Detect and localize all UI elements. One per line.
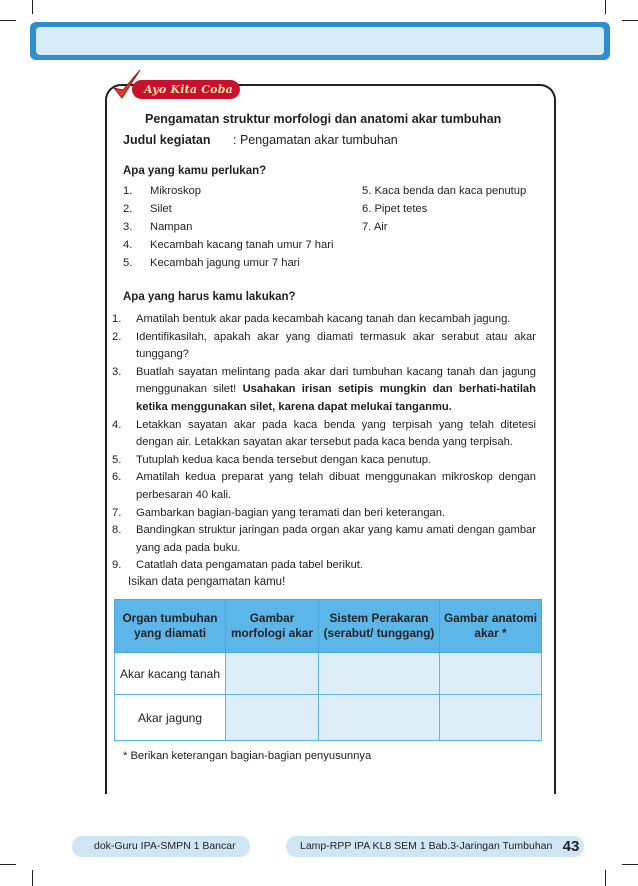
list-item [112, 505, 536, 523]
steps-heading: Apa yang harus kamu lakukan? [123, 291, 296, 303]
table-row [115, 695, 542, 741]
list-item [112, 522, 536, 557]
needs-number: 3. [123, 221, 133, 233]
step-text: Amatilah bentuk akar pada kecambah kacang tanah dan kecambah jagung. [136, 313, 511, 325]
list-item [112, 452, 536, 470]
needs-item: Kecambah jagung umur 7 hari [150, 257, 300, 269]
table-header-row [115, 600, 542, 653]
needs-number: 4. [123, 239, 133, 251]
needs-number: 1. [123, 185, 133, 197]
column-header: Organ tumbuhan yang diamati [115, 600, 226, 653]
footer-right: Lamp-RPP IPA KL8 SEM 1 Bab.3-Jaringan Tumbuhan [286, 836, 584, 857]
list-item [112, 417, 536, 452]
check-icon [112, 68, 142, 102]
activity-title: Pengamatan struktur morfologi dan anatomi akar tumbuhan [145, 112, 502, 126]
list-item [112, 311, 536, 329]
step-text: Buatlah sayatan melintang pada akar dari tumbuhan kacang tanah dan jagung menggunakan silet! [136, 365, 536, 396]
needs-item: 6. Pipet tetes [362, 203, 428, 215]
table-cell[interactable] [319, 695, 440, 741]
step-number: 7. [112, 506, 122, 519]
step-warning: Usahakan irisan setipis mungkin dan berhati-hatilah ketika menggunakan silet, karena dapat melukai tanganmu. [136, 383, 536, 413]
step-number: 9. [112, 559, 122, 572]
crop-mark [0, 864, 16, 865]
step-number: 5. [112, 453, 122, 466]
step-text: Amatilah kedua preparat yang telah dibuat menggunakan mikroskop dengan perbesaran 40 kali. [136, 471, 536, 501]
steps-list [112, 311, 536, 575]
needs-item: 5. Kaca benda dan kaca penutup [362, 185, 527, 197]
step-text: Bandingkan struktur jaringan pada organ akar yang kamu amati dengan gambar yang ada pada buku. [136, 524, 536, 554]
needs-number: 5. [123, 257, 133, 269]
header-banner [30, 22, 610, 60]
judul-value: : Pengamatan akar tumbuhan [233, 133, 398, 147]
observation-table [114, 599, 542, 741]
needs-item: Nampan [150, 221, 193, 233]
crop-mark [32, 0, 33, 14]
footnote: * Berikan keterangan bagian-bagian penyusunnya [123, 750, 372, 762]
table-cell[interactable] [319, 653, 440, 695]
list-item [112, 469, 536, 504]
crop-mark [622, 864, 638, 865]
step-number: 4. [112, 418, 122, 431]
header-banner-inner [36, 27, 604, 55]
table-cell[interactable] [440, 695, 542, 741]
step-text: Gambarkan bagian-bagian yang teramati dan beri keterangan. [136, 506, 446, 519]
list-item [112, 557, 536, 575]
step-number: 6. [112, 471, 122, 484]
step-text: Letakkan sayatan akar pada kaca benda yang terpisah yang telah ditetesi dengan air. Letakkan sayatan akar tersebut pada kaca benda yang terpisah. [136, 418, 536, 449]
needs-item: Kecambah kacang tanah umur 7 hari [150, 239, 334, 251]
footer-left: dok-Guru IPA-SMPN 1 Bancar [72, 836, 250, 857]
activity-badge: Ayo Kita Coba [132, 80, 240, 99]
table-cell[interactable] [226, 695, 319, 741]
list-item [112, 329, 536, 364]
column-header: Sistem Perakaran (serabut/ tunggang) [319, 600, 440, 653]
step-number: 2. [112, 330, 122, 343]
table-cell[interactable] [440, 653, 542, 695]
crop-mark [32, 870, 33, 886]
crop-mark [622, 20, 638, 21]
crop-mark [0, 20, 16, 21]
list-item [112, 364, 536, 417]
page-number: 43 [562, 838, 580, 855]
table-caption: Isikan data pengamatan kamu! [128, 576, 286, 588]
judul-label: Judul kegiatan [123, 133, 211, 147]
needs-heading: Apa yang kamu perlukan? [123, 165, 267, 177]
needs-item: Silet [150, 203, 172, 215]
table-cell[interactable] [226, 653, 319, 695]
table-row [115, 653, 542, 695]
step-text: Tutuplah kedua kaca benda tersebut dengan kaca penutup. [136, 453, 432, 466]
row-label: Akar kacang tanah [115, 653, 226, 695]
crop-mark [605, 0, 606, 14]
column-header: Gambar anatomi akar * [440, 600, 542, 653]
step-number: 1. [112, 313, 122, 325]
step-number: 3. [112, 365, 122, 378]
step-number: 8. [112, 524, 122, 537]
column-header: Gambar morfologi akar [226, 600, 319, 653]
step-text: Identifikasilah, apakah akar yang diamati termasuk akar serabut atau akar tunggang? [136, 330, 536, 361]
needs-item: 7. Air [362, 221, 388, 233]
crop-mark [605, 870, 606, 886]
needs-item: Mikroskop [150, 185, 201, 197]
needs-number: 2. [123, 203, 133, 215]
row-label: Akar jagung [115, 695, 226, 741]
step-text: Catatlah data pengamatan pada tabel berikut. [136, 559, 364, 572]
